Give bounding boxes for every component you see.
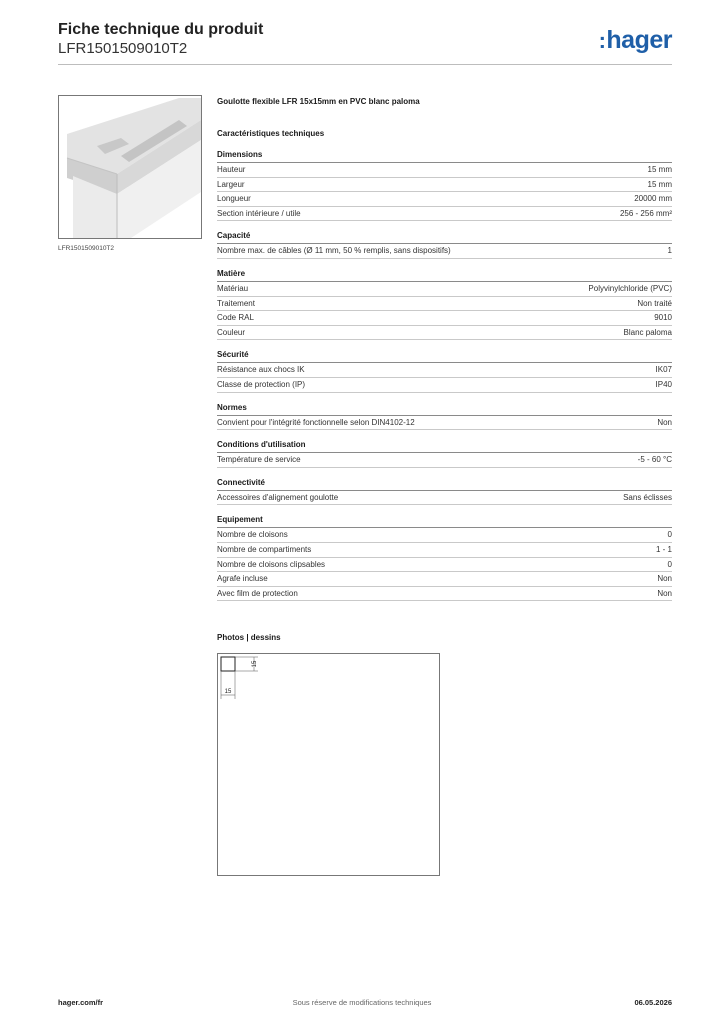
- spec-row: [217, 558, 672, 573]
- section-title: Connectivité: [217, 477, 672, 491]
- spec-row: [217, 178, 672, 193]
- spec-row: [217, 297, 672, 312]
- spec-label: Largeur: [217, 179, 245, 189]
- spec-value: IP40: [655, 379, 672, 389]
- section-securite: [217, 349, 672, 392]
- spec-label: Longueur: [217, 194, 251, 204]
- spec-value: Blanc paloma: [623, 327, 672, 337]
- product-title: Goulotte flexible LFR 15x15mm en PVC blanc paloma: [217, 97, 420, 106]
- photos-title: Photos | dessins: [217, 633, 281, 642]
- spec-value: 1: [667, 246, 672, 256]
- product-photo: [58, 95, 202, 239]
- photo-caption: LFR1501509010T2: [58, 245, 115, 252]
- spec-label: Code RAL: [217, 313, 254, 323]
- spec-row: [217, 543, 672, 558]
- spec-row: [217, 572, 672, 587]
- dim-label-height: 15: [224, 689, 232, 695]
- spec-value: 0: [667, 530, 672, 540]
- spec-row: [217, 378, 672, 393]
- spec-label: Température de service: [217, 455, 301, 465]
- section-title: Sécurité: [217, 349, 672, 363]
- logo-dots-icon: :: [598, 28, 606, 53]
- spec-row: [217, 587, 672, 602]
- spec-label: Nombre de compartiments: [217, 544, 312, 554]
- spec-label: Nombre de cloisons: [217, 530, 288, 540]
- spec-value: 1 - 1: [655, 544, 672, 554]
- spec-row: [217, 311, 672, 326]
- spec-value: 20000 mm: [634, 194, 672, 204]
- spec-value: Polyvinylchloride (PVC): [588, 283, 672, 293]
- section-connectivite: [217, 477, 672, 506]
- page-title: Fiche technique du produit: [58, 21, 264, 38]
- spec-value: 9010: [654, 313, 672, 323]
- spec-value: -5 - 60 °C: [637, 455, 672, 465]
- spec-label: Accessoires d'alignement goulotte: [217, 492, 339, 502]
- dim-label-width: 15: [252, 660, 258, 668]
- spec-label: Classe de protection (IP): [217, 379, 306, 389]
- cross-section-drawing-icon: [218, 654, 439, 875]
- spec-row: [217, 453, 672, 468]
- spec-value: Sans éclisses: [623, 492, 672, 502]
- spec-row: [217, 326, 672, 341]
- section-title: Conditions d'utilisation: [217, 439, 672, 453]
- spec-row: [217, 207, 672, 222]
- spec-row: [217, 491, 672, 506]
- footer-website: hager.com/fr: [58, 998, 104, 1007]
- technical-drawing: [217, 653, 440, 876]
- spec-row: [217, 528, 672, 543]
- spec-value: 15 mm: [647, 179, 672, 189]
- section-title: Matière: [217, 268, 672, 282]
- spec-label: Agrafe incluse: [217, 574, 268, 584]
- spec-value: Non: [657, 417, 672, 427]
- cable-duct-photo-icon: [59, 96, 201, 238]
- section-title: Dimensions: [217, 149, 672, 163]
- section-capacite: [217, 230, 672, 259]
- spec-label: Nombre de cloisons clipsables: [217, 559, 326, 569]
- spec-value: 0: [667, 559, 672, 569]
- spec-content: [217, 97, 672, 610]
- header-divider: [58, 64, 672, 65]
- spec-label: Résistance aux chocs IK: [217, 365, 305, 375]
- section-title: Capacité: [217, 230, 672, 244]
- section-title: Equipement: [217, 514, 672, 528]
- spec-label: Convient pour l'intégrité fonctionnelle selon DIN4102-12: [217, 417, 415, 427]
- footer-date: 06.05.2026: [634, 998, 672, 1007]
- characteristics-heading: Caractéristiques techniques: [217, 129, 325, 138]
- logo-text: hager: [606, 26, 672, 54]
- spec-value: IK07: [655, 365, 672, 375]
- spec-label: Couleur: [217, 327, 246, 337]
- spec-label: Traitement: [217, 298, 255, 308]
- spec-value: 256 - 256 mm²: [619, 208, 672, 218]
- section-conditions: [217, 439, 672, 468]
- section-normes: [217, 402, 672, 431]
- spec-label: Section intérieure / utile: [217, 208, 301, 218]
- spec-value: Non traité: [637, 298, 672, 308]
- spec-label: Hauteur: [217, 165, 246, 174]
- spec-row: [217, 282, 672, 297]
- spec-label: Matériau: [217, 283, 249, 293]
- spec-row: [217, 192, 672, 207]
- spec-row: [217, 363, 672, 378]
- spec-label: Nombre max. de câbles (Ø 11 mm, 50 % remplis, sans dispositifs): [217, 246, 451, 256]
- spec-row: [217, 416, 672, 431]
- product-reference: LFR1501509010T2: [58, 40, 188, 57]
- spec-value: Non: [657, 588, 672, 598]
- page-header: [58, 20, 263, 58]
- spec-value: 15 mm: [647, 165, 672, 174]
- spec-label: Avec film de protection: [217, 588, 298, 598]
- spec-row: [217, 244, 672, 259]
- section-dimensions: [217, 149, 672, 221]
- footer-note: Sous réserve de modifications techniques: [292, 998, 432, 1007]
- section-title: Normes: [217, 402, 672, 416]
- spec-row: [217, 163, 672, 178]
- spec-value: Non: [657, 574, 672, 584]
- hager-logo: [599, 26, 672, 55]
- section-matiere: [217, 268, 672, 340]
- section-equipement: [217, 514, 672, 601]
